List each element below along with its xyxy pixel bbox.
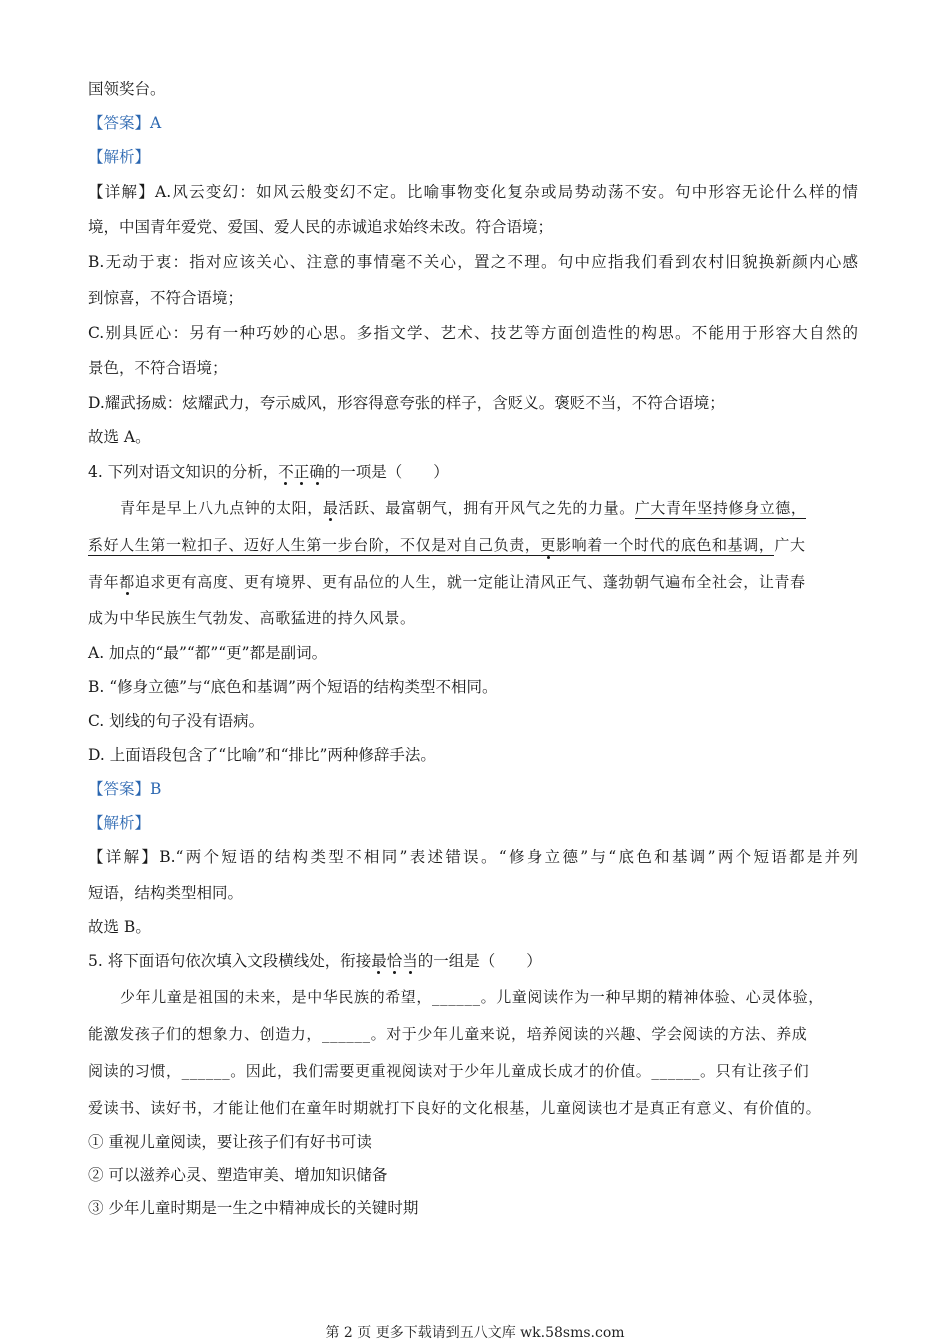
option-a: A. 加点的“最”“都”“更”都是副词。 <box>88 644 328 662</box>
passage-line: 青年都追求更有高度、更有境界、更有品位的人生，就一定能让清风正气、蓬勃朝气遍布全社会，让青春 <box>88 573 806 591</box>
passage-line: 阅读的习惯，______。因此，我们需要更重视阅读对于少年儿童成长成才的价值。______。只有让孩子们 <box>88 1062 810 1080</box>
option-c: C. 划线的句子没有语病。 <box>88 712 265 730</box>
answer-label: 【答案】A <box>88 114 162 132</box>
passage-line: 能激发孩子们的想象力、创造力，______。对于少年儿童来说，培养阅读的兴趣、学会阅读的方法、养成 <box>88 1025 808 1043</box>
text-line: 境，中国青年爱党、爱国、爱人民的赤诚追求始终未改。符合语境； <box>88 218 554 236</box>
option-b: B. “修身立德”与“底色和基调”两个短语的结构类型不相同。 <box>88 678 498 696</box>
question-4-stem: 4. 下列对语文知识的分析，不正确的一项是（ ） <box>88 463 449 481</box>
text-line: 短语，结构类型相同。 <box>88 884 244 902</box>
text-line: 故选 A。 <box>88 428 151 446</box>
text-line: 国领奖台。 <box>88 80 166 98</box>
page-footer: 第 2 页 更多下载请到五八文库 wk.58sms.com <box>325 1325 625 1341</box>
passage-line: 青年是早上八九点钟的太阳，最活跃、最富朝气，拥有开风气之先的力量。广大青年坚持修身立德， <box>120 499 807 517</box>
text-line: B.无动于衷：指对应该关心、注意的事情毫不关心，置之不理。句中应指我们看到农村旧貌换新颜内心感 <box>88 253 858 271</box>
text-line: 景色，不符合语境； <box>88 359 228 377</box>
text-line: D.耀武扬威：炫耀武力，夸示威风，形容得意夸张的样子，含贬义。褒贬不当，不符合语境； <box>88 394 725 412</box>
passage-line: 爱读书、读好书，才能让他们在童年时期就打下良好的文化根基，儿童阅读也才是真正有意义、有价值的。 <box>88 1099 822 1117</box>
choice-item: ③ 少年儿童时期是一生之中精神成长的关键时期 <box>88 1199 419 1217</box>
passage-line: 少年儿童是祖国的未来，是中华民族的希望，______。儿童阅读作为一种早期的精神体验、心灵体验， <box>120 988 824 1006</box>
analysis-label: 【解析】 <box>88 814 151 832</box>
passage-line: 系好人生第一粒扣子、迈好人生第一步台阶，不仅是对自己负责，更影响着一个时代的底色和基调，广大 <box>88 536 806 554</box>
choice-item: ① 重视儿童阅读，要让孩子们有好书可读 <box>88 1133 372 1151</box>
answer-label: 【答案】B <box>88 780 162 798</box>
text-line: C.别具匠心：另有一种巧妙的心思。多指文学、艺术、技艺等方面创造性的构思。不能用于形容大自然的 <box>88 324 858 342</box>
question-5-stem: 5. 将下面语句依次填入文段横线处，衔接最恰当的一组是（ ） <box>88 952 542 970</box>
text-line: 【详解】B.“两个短语的结构类型不相同”表述错误。“修身立德”与“底色和基调”两个短语都是并列 <box>88 848 858 866</box>
text-line: 故选 B。 <box>88 918 151 936</box>
passage-line: 成为中华民族生气勃发、高歌猛进的持久风景。 <box>88 609 416 627</box>
analysis-label: 【解析】 <box>88 148 151 166</box>
text-line: 【详解】A.风云变幻：如风云般变幻不定。比喻事物变化复杂或局势动荡不安。句中形容无论什么样的情 <box>88 183 858 201</box>
choice-item: ② 可以滋养心灵、塑造审美、增加知识储备 <box>88 1166 388 1184</box>
option-d: D. 上面语段包含了“比喻”和“排比”两种修辞手法。 <box>88 746 436 764</box>
text-line: 到惊喜，不符合语境； <box>88 289 244 307</box>
